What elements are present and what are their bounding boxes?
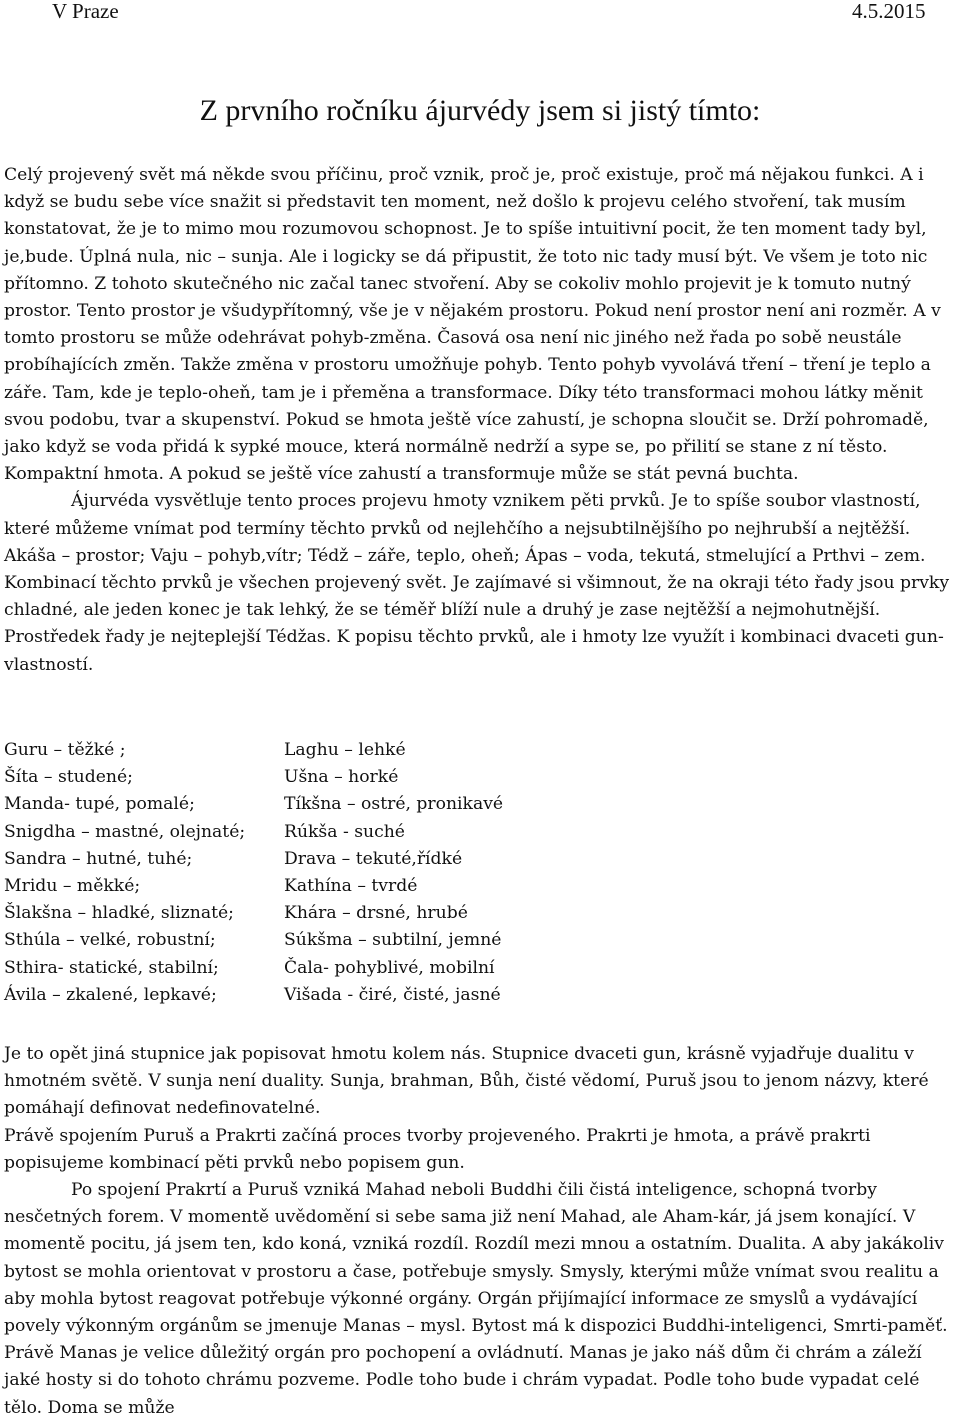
- paragraph-prakrti: Právě spojením Puruš a Prakrti začíná proces tvorby projeveného. Prakrti je hmota, a právě prakrti popisujeme kombinací pěti prvků nebo popisem gun.: [4, 1125, 871, 1173]
- quality-right: Višada - čiré, čisté, jasné: [284, 984, 501, 1005]
- quality-left: Ávila – zkalené, lepkavé;: [4, 984, 217, 1005]
- quality-left: Mridu – měkké;: [4, 875, 141, 896]
- quality-left: Šlakšna – hladké, sliznaté;: [4, 903, 234, 924]
- paragraph-mahad: Po spojení Prakrtí a Puruš vzniká Mahad neboli Buddhi čili čistá inteligence, schopná tvorby nesčetných forem. V momentě uvědomění si sebe sama již není Mahad, ale Aham-kár, já jsem konající. V momentě pocitu, já jsem ten, kdo koná, vzniká rozdíl. Rozdíl mezi mnou a ostatním. Dualita. A aby jakákoliv bytost se mohla orientovat v prostoru a čase, potřebuje smysly. Smysly, kterými může vnímat svou realitu a aby mohla bytost reagovat potřebuje výkonné orgány. Orgán přijímající informace ze smyslů a vydávající povely výkonným orgánům se jmenuje Manas – mysl. Bytost má k dispozici Buddhi-inteligenci, Smrti-paměť. Právě Manas je velice důležitý orgán pro pochopení a ovládnutí. Manas je jako náš dům či chrám a záleží jaké hosty si do tohoto chrámu pozveme. Podle toho bude i chrám vypadat. Podle toho bude vypadat celé tělo. Doma se může: [4, 1180, 948, 1418]
- paragraph-elements: Ájurvéda vysvětluje tento proces projevu hmoty vznikem pěti prvků. Je to spíše soubor vlastností, které můžeme vnímat pod termíny těchto prvků od nejlehčího a nejsubtilnějšího po nejhrubší a nejtěžší. Akáša – prostor; Vaju – pohyb,vítr; Tédž – záře, teplo, oheň; Ápas – voda, tekutá, stmelující a Prthvi – zem. Kombinací těchto prvků je všechen projevený svět. Je zajímavé si všimnout, že na okraji této řady jsou prvky chladné, ale jeden konec je tak lehký, že se téměř blíží nule a druhý je zase nejtěžší a nejmohutnější. Prostředek řady je nejteplejší Tédžas. K popisu těchto prvků, ale i hmoty lze využít i kombinaci dvaceti gun-vlastností.: [4, 491, 950, 675]
- quality-right: Súkšma – subtilní, jemné: [284, 930, 502, 951]
- quality-right: Khára – drsné, hrubé: [284, 903, 468, 924]
- quality-right: Drava – tekuté,řídké: [284, 848, 463, 869]
- quality-right: Čala- pohyblivé, mobilní: [284, 957, 495, 978]
- quality-row: [4, 900, 564, 927]
- qualities-table: [4, 737, 564, 1009]
- quality-right: Tíkšna – ostré, pronikavé: [284, 794, 504, 815]
- quality-left: Snigdha – mastné, olejnaté;: [4, 821, 246, 842]
- paragraph-duality: Je to opět jiná stupnice jak popisovat hmotu kolem nás. Stupnice dvaceti gun, krásně vyjadřuje dualitu v hmotném světě. V sunja není duality. Sunja, brahman, Bůh, čisté vědomí, Puruš jsou to jenom názvy, které pomáhají definovat nedefinovatelné.: [4, 1044, 929, 1119]
- intro-section: [4, 162, 956, 679]
- quality-row: [4, 927, 564, 954]
- quality-right: Rúkša - suché: [284, 821, 405, 842]
- quality-left: Šíta – studené;: [4, 767, 133, 788]
- quality-right: Ušna – horké: [284, 767, 399, 788]
- quality-row: [4, 764, 564, 791]
- quality-left: Manda- tupé, pomalé;: [4, 794, 195, 815]
- quality-row: [4, 737, 564, 764]
- quality-right: Kathína – tvrdé: [284, 875, 418, 896]
- quality-left: Sandra – hutné, tuhé;: [4, 848, 193, 869]
- page-title: Z prvního ročníku ájurvédy jsem si jistý tímto:: [199, 94, 761, 127]
- quality-left: Sthúla – velké, robustní;: [4, 930, 216, 951]
- paragraph-intro: Celý projevený svět má někde svou příčinu, proč vznik, proč je, proč existuje, proč má nějakou funkci. A i když se budu sebe více snažit si představit ten moment, než došlo k projevu celého stvoření, tak musím konstatovat, že je to mimo mou rozumovou schopnost. Je to spíše intuitivní pocit, že ten moment tady byl, je,bude. Úplná nula, nic – sunja. Ale i logicky se dá připustit, že toto nic tady musí být. Ve všem je toto nic přítomno. Z tohoto skutečného nic začal tanec stvoření. Aby se cokoliv mohlo projevit je k tomuto nutný prostor. Tento prostor je všudypřítomný, vše je v nějakém prostoru. Pokud není prostor není ani rozměr. A v tomto prostoru se může odehrávat pohyb-změna. Časová osa není nic jiného než řada po sobě neustále probíhajících změn. Takže změna v prostoru umožňuje pohyb. Tento pohyb vyvolává tření – tření je teplo a záře. Tam, kde je teplo-oheň, tam je i přeměna a transformace. Díky této transformaci mohou látky měnit svou podobu, tvar a skupenství. Pokud se hmota ještě více zahustí, je schopna sloučit se. Drží pohromadě, jako když se voda přidá k sypké mouce, která normálně nedrží a sype se, po přilití se stane z ní těsto. Kompaktní hmota. A pokud se ještě více zahustí a transformuje může se stát pevná buchta.: [4, 165, 941, 485]
- quality-row: [4, 846, 564, 873]
- closing-section: [4, 1041, 956, 1422]
- quality-row: [4, 791, 564, 818]
- header-location: V Praze: [52, 0, 119, 23]
- quality-row: [4, 819, 564, 846]
- quality-row: [4, 982, 564, 1009]
- quality-left: Guru – těžké ;: [4, 740, 126, 760]
- quality-row: [4, 955, 564, 982]
- quality-right: Laghu – lehké: [284, 740, 406, 760]
- header-date: 4.5.2015: [852, 0, 926, 23]
- quality-row: [4, 873, 564, 900]
- quality-left: Sthira- statické, stabilní;: [4, 957, 219, 978]
